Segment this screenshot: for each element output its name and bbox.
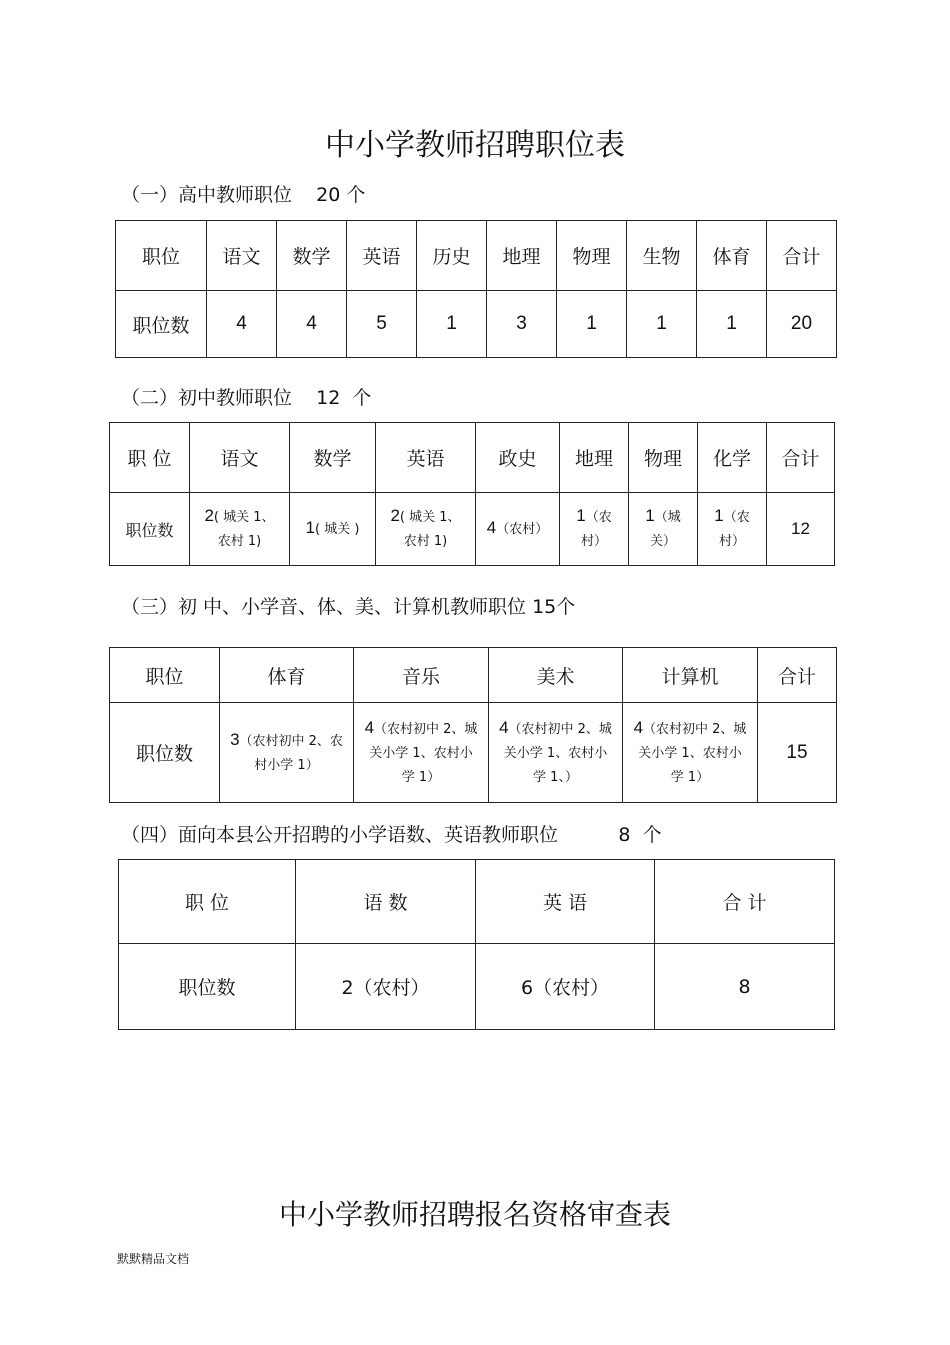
count-cell [220, 703, 354, 803]
count-note: 农村 1) [217, 534, 262, 549]
subject-cell: 音乐 [354, 648, 489, 703]
count-cell [354, 703, 489, 803]
subject-cell: 英语 [347, 221, 417, 291]
subject-cell: 英语 [376, 423, 476, 493]
count-note: 学 1） [401, 769, 441, 785]
count-value: 2 [204, 506, 214, 525]
row-label: 职位数 [119, 944, 296, 1030]
count-note: （农村初中 2、城 [374, 721, 478, 737]
section-4-heading: （四）面向本县公开招聘的小学语数、英语教师职位 8 个 [121, 824, 662, 846]
subject-cell: 体育 [697, 221, 767, 291]
count-note: （农 [723, 510, 750, 525]
subject-cell: 计算机 [623, 648, 758, 703]
count-cell: 12 [767, 493, 835, 566]
count-note: （农村） [496, 522, 549, 537]
subject-cell: 合计 [767, 221, 837, 291]
count-note: （农村初中 2、城 [508, 721, 612, 737]
count-cell: 8 [655, 944, 835, 1030]
count-cell: 15 [758, 703, 837, 803]
count-cell [489, 703, 623, 803]
count-note: （城 [654, 510, 681, 525]
count-value: 1 [714, 506, 724, 525]
count-note: ( 城关 ) [315, 522, 360, 537]
row-label: 职位 [116, 221, 207, 291]
subject-cell: 语文 [207, 221, 277, 291]
count-value: 4 [486, 518, 497, 537]
count-value: 2 [390, 506, 400, 525]
count-note: 关小学 1、农村小 [503, 745, 608, 761]
table-row [119, 944, 835, 1030]
count-cell [376, 493, 476, 566]
count-cell: 1 [697, 291, 767, 358]
count-cell: 4 [277, 291, 347, 358]
page-title: 中小学教师招聘职位表 [325, 128, 625, 163]
table-header-row [110, 648, 837, 703]
subject-cell: 物理 [629, 423, 698, 493]
count-note: ( 城关 1、 [213, 510, 275, 525]
subject-cell: 数学 [277, 221, 347, 291]
subject-cell: 历史 [417, 221, 487, 291]
subject-cell: 合计 [767, 423, 835, 493]
subject-cell: 英 语 [476, 860, 655, 944]
count-note: 关） [649, 534, 676, 549]
count-value: 3 [230, 729, 240, 749]
row-label: 职位数 [110, 493, 190, 566]
table-header-row [110, 423, 835, 493]
count-cell: 3 [487, 291, 557, 358]
count-value: 4 [499, 717, 509, 737]
subject-cell: 化学 [698, 423, 767, 493]
count-note: 村） [718, 534, 745, 549]
high-school-table [115, 220, 837, 358]
subject-cell: 合 计 [655, 860, 835, 944]
count-cell: 1 [417, 291, 487, 358]
count-note: 村） [580, 534, 607, 549]
row-label: 职位数 [116, 291, 207, 358]
count-value: 4 [633, 717, 644, 737]
count-cell: 5 [347, 291, 417, 358]
count-note: 农村 1) [403, 534, 448, 549]
count-note: （农村初中 2、农 [239, 733, 343, 749]
count-note: （农 [585, 510, 612, 525]
subject-cell: 语文 [190, 423, 290, 493]
count-note: ( 城关 1、 [399, 510, 461, 525]
section-3-heading: （三）初 中、小学音、体、美、计算机教师职位 15个 [121, 596, 576, 618]
count-note: 学 1、） [533, 769, 578, 785]
count-cell: 4 [207, 291, 277, 358]
subject-cell: 体育 [220, 648, 354, 703]
count-note: 学 1） [670, 769, 710, 785]
table-row [116, 291, 837, 358]
subject-cell: 生物 [627, 221, 697, 291]
row-label: 职 位 [119, 860, 296, 944]
table-header-row [116, 221, 837, 291]
subject-cell: 地理 [560, 423, 629, 493]
count-cell [290, 493, 376, 566]
count-cell [698, 493, 767, 566]
count-cell: 6（农村） [476, 944, 655, 1030]
count-cell [629, 493, 698, 566]
count-note: 村小学 1） [254, 757, 319, 773]
table-row [110, 703, 837, 803]
count-cell [560, 493, 629, 566]
subject-cell: 语 数 [296, 860, 476, 944]
table-row [110, 493, 835, 566]
subject-cell: 政史 [476, 423, 560, 493]
count-value: 4 [364, 717, 375, 737]
count-cell [190, 493, 290, 566]
count-note: 关小学 1、农村小 [369, 745, 473, 761]
count-note: （农村初中 2、城 [643, 721, 747, 737]
table-header-row [119, 860, 835, 944]
primary-school-table [118, 859, 835, 1030]
count-value: 1 [305, 518, 316, 537]
middle-school-table [109, 422, 835, 566]
row-label: 职位数 [110, 703, 220, 803]
count-cell: 1 [557, 291, 627, 358]
second-title: 中小学教师招聘报名资格审查表 [278, 1198, 671, 1231]
section-2-heading: （二）初中教师职位 12 个 [121, 387, 372, 409]
count-cell: 20 [767, 291, 837, 358]
subject-cell: 地理 [487, 221, 557, 291]
count-cell [476, 493, 560, 566]
subject-cell: 物理 [557, 221, 627, 291]
footer-text: 默默精品文档 [117, 1252, 190, 1266]
count-cell: 1 [627, 291, 697, 358]
subject-cell: 美术 [489, 648, 623, 703]
count-cell [623, 703, 758, 803]
row-label: 职位 [110, 648, 220, 703]
arts-computer-table [109, 647, 837, 803]
row-label: 职 位 [110, 423, 190, 493]
count-cell: 2（农村） [296, 944, 476, 1030]
count-value: 1 [645, 506, 655, 525]
section-1-heading: （一）高中教师职位 20 个 [121, 184, 366, 206]
count-note: 关小学 1、农村小 [638, 745, 742, 761]
count-value: 1 [576, 506, 586, 525]
subject-cell: 数学 [290, 423, 376, 493]
subject-cell: 合计 [758, 648, 837, 703]
